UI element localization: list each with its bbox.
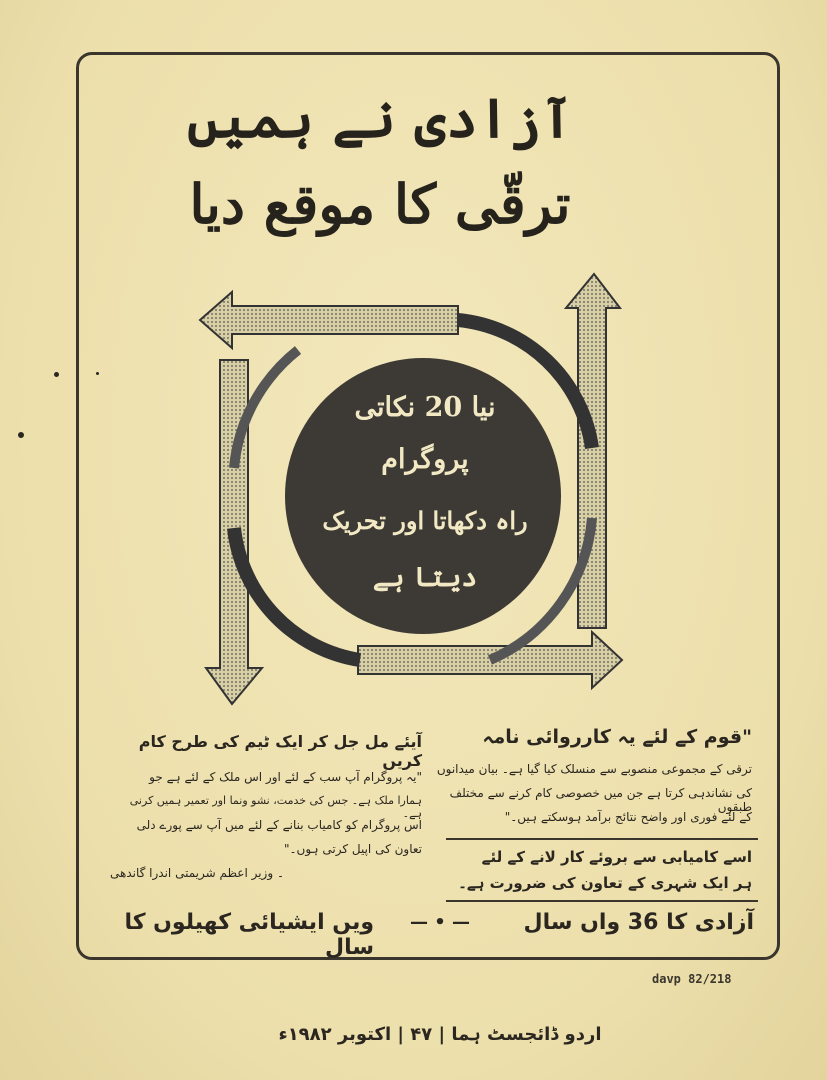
ink-speck [54,372,59,377]
right-heading: "قوم کے لئے یہ کارروائی نامہ [482,726,752,748]
left-quote-line-3: اس پروگرام کو کامیاب بنانے کے لئے میں آپ سے پورے دلی [136,818,422,832]
box-rule-top [446,838,758,840]
footer-line-right: آزادی کا 36 واں سال [523,910,754,935]
arrow-top [200,292,458,348]
left-quote-line-4: تعاون کی اپیل کرتی ہوں۔" [283,842,422,856]
left-quote-line-2: ہمارا ملک ہے۔ جس کی خدمت، نشو ونما اور تعمیر ہمیں کرنی ہے۔ [129,794,422,820]
footer-line-left: ویں ایشیائی کھیلوں کا سال [124,910,374,960]
right-box-line-1: اسے کامیابی سے بروئے کار لانے کے لئے [481,848,752,866]
quote-attribution: ۔ وزیر اعظم شریمتی اندرا گاندھی [110,866,284,880]
right-body-line-2: کی نشاندہی کرتا ہے جن میں خصوصی کام کرنے سے مختلف طبقوں [449,786,752,814]
emblem-text-3: راہ دکھاتا اور تحریک [322,506,528,535]
page-footer: اردو ڈائجسٹ ہما | ۴۷ | اکتوبر ۱۹۸۲ء [278,1024,602,1045]
right-body-line-1: ترقی کے مجموعی منصوبے سے منسلک کیا گیا ہے۔ بیان میدانوں [436,762,752,776]
emblem-text-2: پروگرام [381,444,469,475]
headline-line-1: آزادی نے ہمیں [187,86,573,150]
ink-speck [18,432,24,438]
box-rule-bottom [446,900,758,902]
emblem-text-1: نیا 20 نکاتی [354,392,496,423]
left-heading: آیئے مل جل کر ایک ٹیم کی طرح کام کریں [138,732,422,770]
left-quote-line-1: "یہ پروگرام آپ سب کے لئے اور اس ملک کے لئے ہے جو [149,770,422,784]
emblem-text-4: دیتا ہے [372,562,478,593]
right-body-line-3: کے لئے فوری اور واضح نتائج برآمد ہوسکتے ہیں۔" [504,810,752,824]
arrows-emblem [190,268,630,708]
davp-stamp: davp 82/218 [652,972,732,986]
right-box-line-2: ہر ایک شہری کے تعاون کی ضرورت ہے۔ [458,874,752,892]
headline-line-2: ترقّی کا موقع دیا [189,172,571,236]
footer-line-separator: — • — [409,912,471,933]
